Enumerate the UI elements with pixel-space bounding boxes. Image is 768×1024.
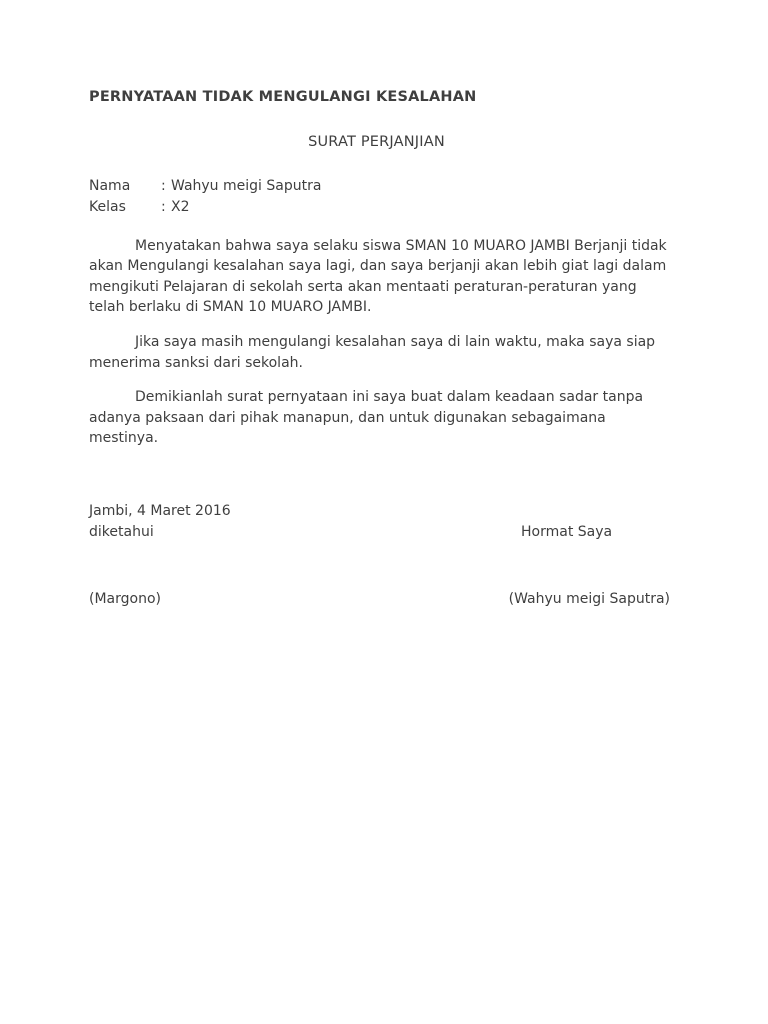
signature-left-name: (Margono) (89, 590, 161, 607)
field-value-nama: Wahyu meigi Saputra (171, 177, 322, 194)
field-separator-kelas: : (161, 198, 166, 215)
body-paragraph-1: Menyatakan bahwa saya selaku siswa SMAN 10 MUARO JAMBI Berjanji tidak akan Mengulangi kesalahan saya lagi, dan saya berjanji akan lebih giat lagi dalam mengikuti Pelajaran di sekolah serta akan mentaati peraturan-peraturan yang telah berlaku di SMAN 10 MUARO JAMBI. (89, 237, 667, 316)
signature-roles-row (89, 522, 670, 543)
document-subtitle: SURAT PERJANJIAN (308, 133, 445, 150)
field-label-kelas: Kelas (89, 198, 126, 215)
signature-right-name: (Wahyu meigi Saputra) (508, 590, 670, 607)
page-title: PERNYATAAN TIDAK MENGULANGI KESALAHAN (89, 89, 477, 105)
field-label-nama: Nama (89, 177, 131, 194)
signature-left-role: diketahui (89, 523, 154, 540)
field-value-kelas: X2 (171, 198, 190, 215)
signature-place-date: Jambi, 4 Maret 2016 (89, 502, 231, 519)
identity-fields (89, 176, 670, 218)
field-separator-nama: : (161, 177, 166, 194)
field-row-nama (89, 176, 670, 197)
signature-block (89, 501, 670, 610)
body-paragraph-2: Jika saya masih mengulangi kesalahan saya di lain waktu, maka saya siap menerima sanksi dari sekolah. (89, 334, 656, 371)
signature-right-role: Hormat Saya (521, 523, 613, 540)
body-paragraph-3: Demikianlah surat pernyataan ini saya buat dalam keadaan sadar tanpa adanya paksaan dari pihak manapun, dan untuk digunakan sebagaimana mestinya. (89, 389, 644, 447)
signature-names-row (89, 589, 670, 610)
field-row-kelas (89, 197, 670, 218)
